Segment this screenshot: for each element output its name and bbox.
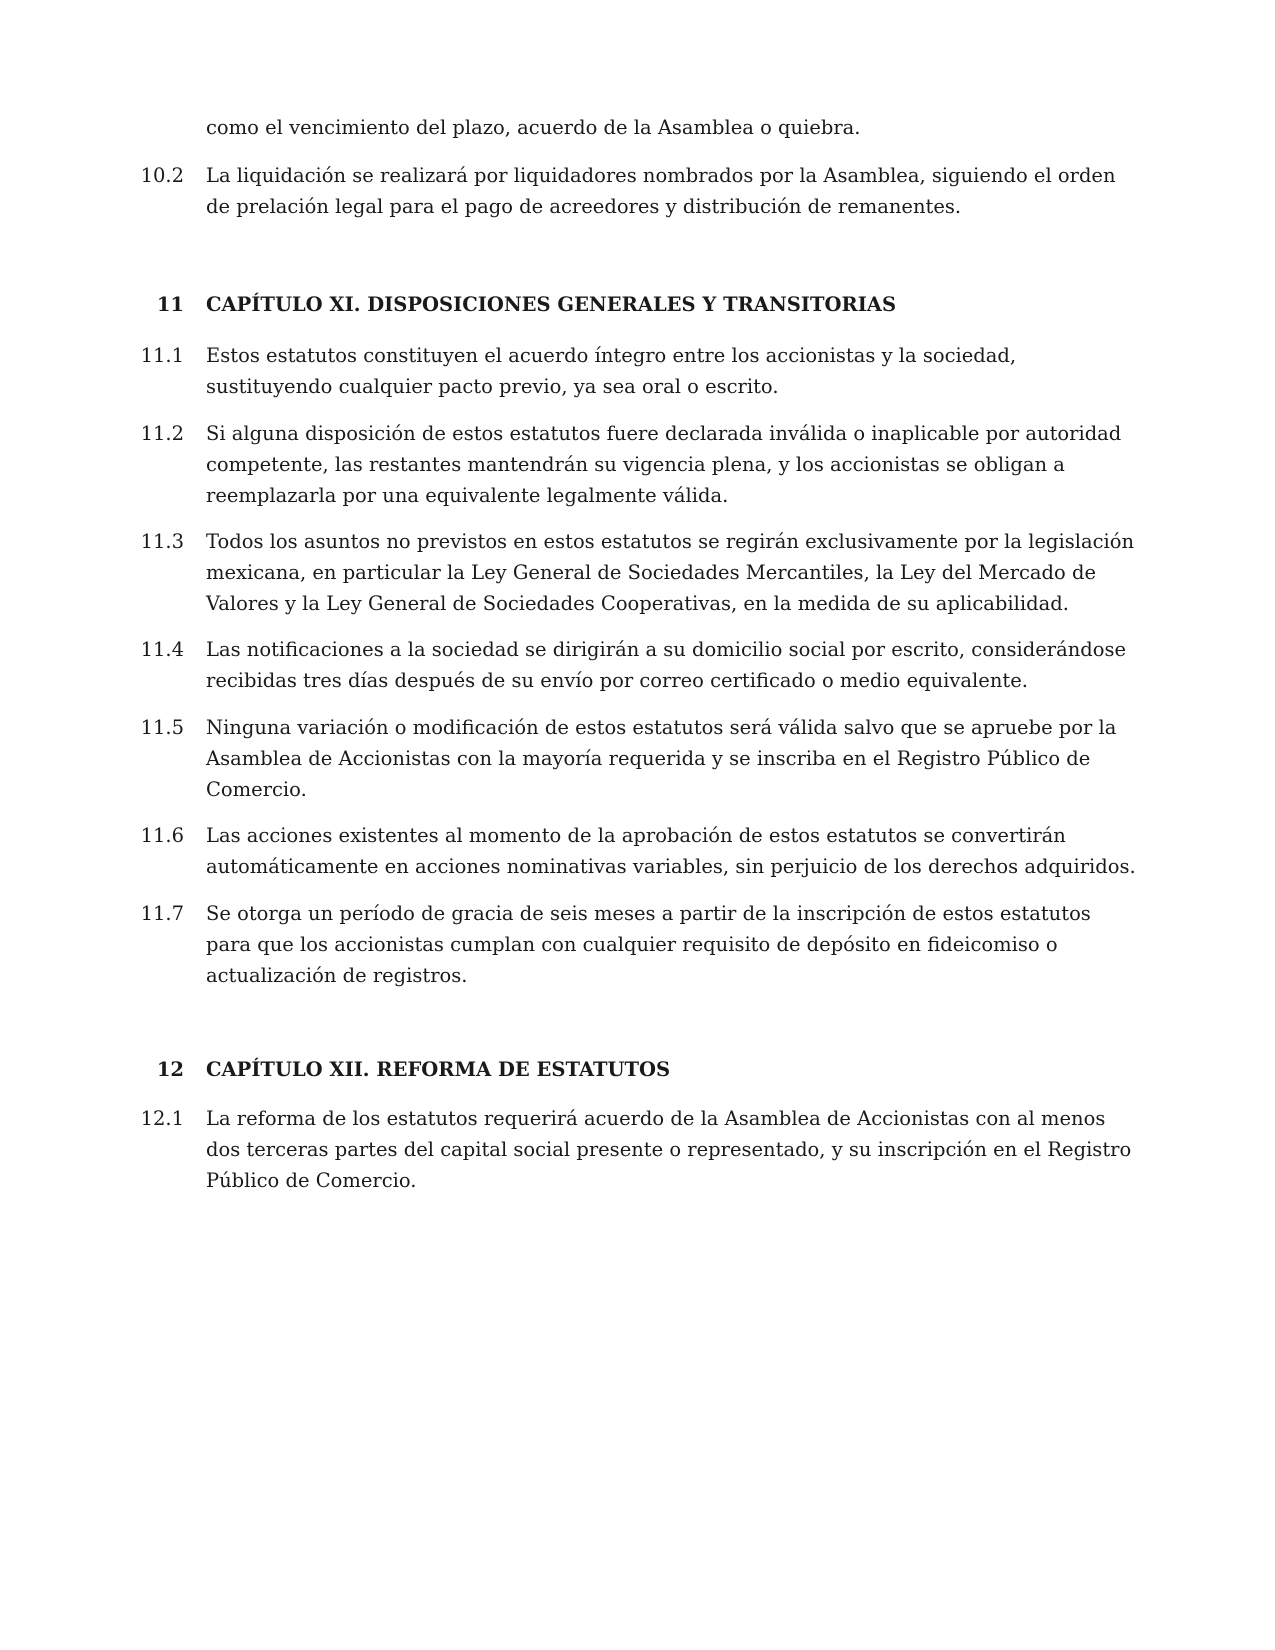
- chapter-number: 12: [156, 1058, 184, 1081]
- clause-text: La liquidación se realizará por liquidadores nombrados por la Asamblea, siguiendo el orden de prelación legal para el pago de acreedores y distribución de remanentes.: [206, 164, 1116, 218]
- clause-text: Las acciones existentes al momento de la aprobación de estos estatutos se convertirán automáticamente en acciones nominativas variables, sin perjuicio de los derechos adquiridos.: [206, 824, 1136, 878]
- clause-number: 11.4: [140, 638, 184, 661]
- clause-text: Estos estatutos constituyen el acuerdo íntegro entre los accionistas y la sociedad, sustituyendo cualquier pacto previo, ya sea oral o escrito.: [206, 344, 1017, 398]
- clause-number: 11.2: [140, 422, 184, 445]
- clause-text: Si alguna disposición de estos estatutos fuere declarada inválida o inaplicable por autoridad competente, las restantes mantendrán su vigencia plena, y los accionistas se obligan a reemplazarla por una equivalente legalmente válida.: [206, 422, 1122, 507]
- clause-text: Se otorga un período de gracia de seis meses a partir de la inscripción de estos estatutos para que los accionistas cumplan con cualquier requisito de depósito en fideicomiso o actualización de registros.: [206, 902, 1091, 987]
- clause-number: 11.3: [140, 530, 184, 553]
- clause-number: 12.1: [140, 1107, 184, 1130]
- clause-text: Las notificaciones a la sociedad se dirigirán a su domicilio social por escrito, considerándose recibidas tres días después de su envío por correo certificado o medio equivalente.: [206, 638, 1127, 692]
- clause-number: 10.2: [140, 164, 184, 187]
- continuation-text: como el vencimiento del plazo, acuerdo de la Asamblea o quiebra.: [206, 116, 861, 139]
- clause-text: Todos los asuntos no previstos en estos estatutos se regirán exclusivamente por la legislación mexicana, en particular la Ley General de Sociedades Mercantiles, la Ley del Mercado de Valores y la Ley General de Sociedades Cooperativas, en la medida de su aplicabilidad.: [206, 530, 1135, 615]
- clause-text: Ninguna variación o modificación de estos estatutos será válida salvo que se apruebe por la Asamblea de Accionistas con la mayoría requerida y se inscriba en el Registro Público de Comercio.: [206, 716, 1117, 801]
- clause-text: La reforma de los estatutos requerirá acuerdo de la Asamblea de Accionistas con al menos dos terceras partes del capital social presente o representado, y su inscripción en el Registro Público de Comercio.: [206, 1107, 1132, 1192]
- chapter-title: CAPÍTULO XII. REFORMA DE ESTATUTOS: [206, 1058, 671, 1081]
- clause-number: 11.6: [140, 824, 184, 847]
- clause-number: 11.5: [140, 716, 184, 739]
- clause-number: 11.7: [140, 902, 184, 925]
- chapter-title: CAPÍTULO XI. DISPOSICIONES GENERALES Y TRANSITORIAS: [206, 293, 897, 316]
- clause-number: 11.1: [140, 344, 184, 367]
- chapter-number: 11: [156, 293, 184, 316]
